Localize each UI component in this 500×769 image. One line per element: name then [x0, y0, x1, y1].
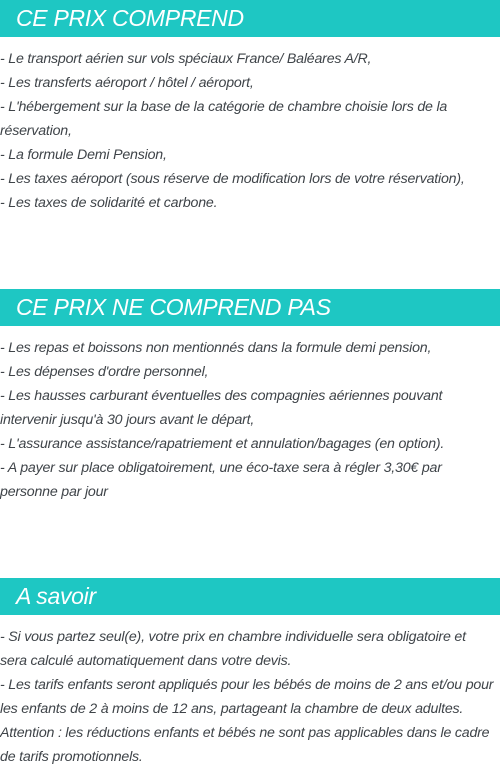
section-title: CE PRIX COMPREND	[16, 5, 244, 31]
text-line: - Les dépenses d'ordre personnel,	[0, 364, 209, 380]
section-header	[0, 289, 500, 326]
text-line: Attention : les réductions enfants et bébés ne sont pas applicables dans le cadre	[0, 725, 490, 741]
section-good-to-know	[0, 578, 500, 769]
text-line: - Si vous partez seul(e), votre prix en chambre individuelle sera obligatoire et	[0, 629, 466, 645]
text-line: - Le transport aérien sur vols spéciaux France/ Baléares A/R,	[0, 51, 372, 67]
text-line: - Les taxes de solidarité et carbone.	[0, 195, 218, 211]
section-body	[0, 47, 500, 215]
section-title: CE PRIX NE COMPREND PAS	[16, 294, 331, 320]
text-line: de tarifs promotionnels.	[0, 749, 143, 765]
text-line: - Les repas et boissons non mentionnés dans la formule demi pension,	[0, 340, 432, 356]
section-body	[0, 336, 500, 504]
text-line: - Les transferts aéroport / hôtel / aéroport,	[0, 75, 254, 91]
section-title: A savoir	[16, 583, 96, 609]
text-line: - L'hébergement sur la base de la catégorie de chambre choisie lors de la	[0, 99, 448, 115]
section-header	[0, 0, 500, 37]
text-line: - La formule Demi Pension,	[0, 147, 167, 163]
text-line: réservation,	[0, 123, 72, 139]
section-body	[0, 625, 500, 769]
section-header	[0, 578, 500, 615]
text-line: intervenir jusqu'à 30 jours avant le départ,	[0, 412, 255, 428]
text-line: - L'assurance assistance/rapatriement et annulation/bagages (en option).	[0, 436, 445, 452]
text-line: - A payer sur place obligatoirement, une éco-taxe sera à régler 3,30€ par	[0, 460, 442, 476]
text-line: - Les hausses carburant éventuelles des compagnies aériennes pouvant	[0, 388, 443, 404]
text-line: personne par jour	[0, 484, 108, 500]
text-line: les enfants de 2 à moins de 12 ans, partageant la chambre de deux adultes.	[0, 701, 464, 717]
text-line: - Les taxes aéroport (sous réserve de modification lors de votre réservation),	[0, 171, 465, 187]
text-line: sera calculé automatiquement dans votre devis.	[0, 653, 292, 669]
section-price-includes	[0, 0, 500, 215]
text-line: - Les tarifs enfants seront appliqués pour les bébés de moins de 2 ans et/ou pour	[0, 677, 494, 693]
section-price-excludes	[0, 289, 500, 504]
